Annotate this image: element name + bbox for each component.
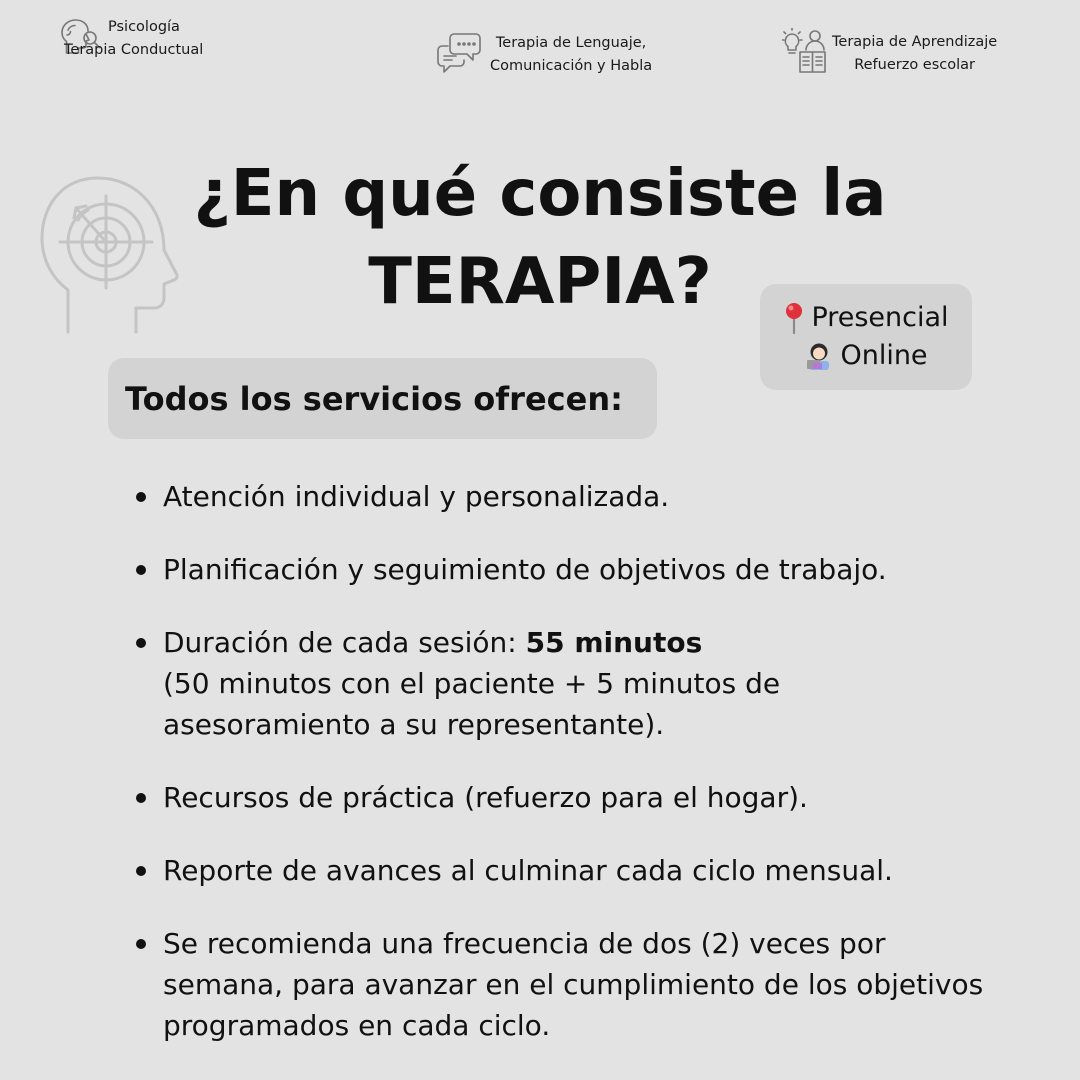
feature-text: Planificación y seguimiento de objetivos de trabajo. (163, 553, 887, 586)
modality-online (804, 337, 927, 375)
title-line2: TERAPIA? (368, 245, 712, 319)
service-aprendizaje (782, 28, 997, 80)
service-label (490, 32, 652, 78)
list-item (134, 923, 994, 1046)
list-item (134, 622, 994, 745)
modality-badge (760, 284, 972, 390)
round-pushpin-icon (783, 302, 805, 334)
section-heading (108, 358, 657, 439)
list-item (134, 549, 994, 590)
service-lenguaje (436, 30, 652, 80)
title-line1: ¿En qué consiste la (193, 157, 887, 231)
feature-text: Atención individual y personalizada. (163, 480, 670, 513)
lightbulb-book-icon (782, 28, 828, 80)
list-item (134, 850, 994, 891)
section-heading-text: Todos los servicios ofrecen: (125, 379, 623, 418)
session-duration: 55 minutos (525, 626, 703, 659)
technologist-icon (804, 341, 834, 371)
modality-label: Online (840, 340, 928, 371)
service-label (832, 31, 997, 77)
speech-bubbles-icon (436, 30, 482, 80)
feature-text: Recursos de práctica (refuerzo para el hogar). (163, 781, 808, 814)
service-line2: Terapia Conductual (64, 42, 204, 58)
modality-presencial (783, 299, 948, 337)
service-psicologia (58, 16, 203, 62)
feature-detail: (50 minutos con el paciente + 5 minutos de asesoramiento a su representante). (163, 667, 781, 741)
feature-text: Reporte de avances al culminar cada ciclo mensual. (163, 854, 893, 887)
service-line2: Refuerzo escolar (854, 57, 975, 73)
service-line2: Comunicación y Habla (490, 58, 653, 74)
feature-list (134, 476, 994, 1078)
service-line1: Terapia de Lenguaje, (495, 35, 647, 51)
service-line1: Terapia de Aprendizaje (832, 34, 998, 50)
feature-text: Duración de cada sesión: (163, 626, 526, 659)
list-item (134, 476, 994, 517)
feature-text: Se recomienda una frecuencia de dos (2) veces por semana, para avanzar en el cumplimiento de los objetivos programados en cada ciclo. (163, 927, 984, 1042)
modality-label: Presencial (811, 302, 949, 333)
service-label (64, 16, 204, 62)
service-line1: Psicología (108, 19, 180, 35)
list-item (134, 777, 994, 818)
